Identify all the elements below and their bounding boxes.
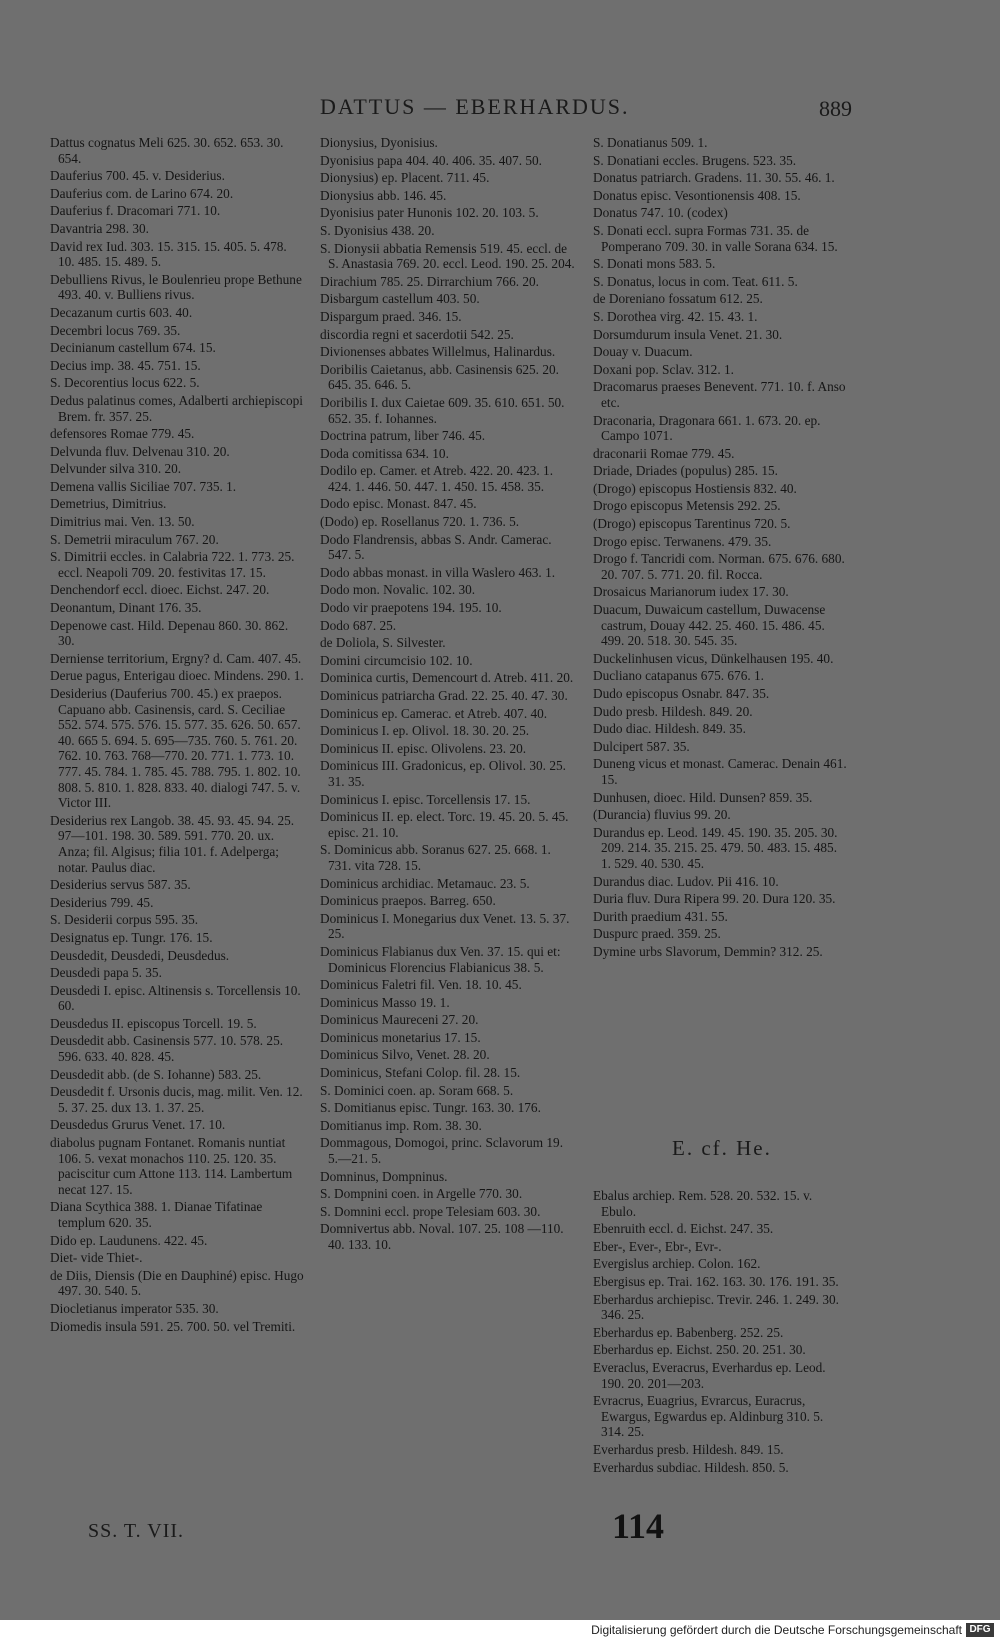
index-entry: Designatus ep. Tungr. 176. 15. <box>50 929 213 945</box>
index-entry: Desiderius rex Langob. 38. 45. 93. 45. 94. 25. 97—101. 198. 30. 589. 591. 770. 20. ux. Anza; fil. Algisus; filia 101. f. Adelperga; notar. Paulus diac. <box>50 812 295 875</box>
index-entry: Donatus 747. 10. (codex) <box>593 205 728 221</box>
index-entry: Ducliano catapanus 675. 676. 1. <box>593 668 764 684</box>
index-entry: Dionysius abb. 146. 45. <box>320 187 447 203</box>
index-entry: Ebenruith eccl. d. Eichst. 247. 35. <box>593 1221 774 1237</box>
index-entry: Diana Scythica 388. 1. Dianae Tifatinae templum 620. 35. <box>50 1199 263 1230</box>
page-header <box>0 90 1000 130</box>
index-entry: Dominicus I. Monegarius dux Venet. 13. 5. 37. 25. <box>320 910 570 942</box>
viewer-footer <box>0 1620 1000 1641</box>
index-entry: Eberhardus ep. Babenberg. 252. 25. <box>593 1324 784 1340</box>
index-entry: de Doliola, S. Silvester. <box>320 635 446 651</box>
index-entry: Domnivertus abb. Noval. 107. 25. 108 —110. 40. 133. 10. <box>320 1221 564 1252</box>
index-entry: Duspurc praed. 359. 25. <box>593 926 721 942</box>
index-entry: Dispargum praed. 346. 15. <box>320 308 462 324</box>
index-entry: Dominicus Flabianus dux Ven. 37. 15. qui et: Dominicus Florencius Flabianicus 38. 5. <box>320 943 561 975</box>
index-entry: Dudo diac. Hildesh. 849. 35. <box>593 721 746 737</box>
index-entry: Dominicus Masso 19. 1. <box>320 994 450 1010</box>
index-column-2 <box>320 135 575 1255</box>
index-entry: Drogo episc. Terwanens. 479. 35. <box>593 533 772 549</box>
index-entry: Evergislus archiep. Colon. 162. <box>593 1256 761 1272</box>
index-entry: Desiderius servus 587. 35. <box>50 877 191 893</box>
index-entry: S. Dominici coen. ap. Soram 668. 5. <box>320 1082 514 1098</box>
index-entry: Ebergisus ep. Trai. 162. 163. 30. 176. 191. 35. <box>593 1273 839 1289</box>
index-entry: S. Dompnini coen. in Argelle 770. 30. <box>320 1186 523 1202</box>
index-entry: (Durancia) fluvius 99. 20. <box>593 807 731 823</box>
index-entry: Dodo Flandrensis, abbas S. Andr. Camerac. 547. 5. <box>320 531 552 563</box>
index-entry: Dommagous, Domogoi, princ. Sclavorum 19. 5.—21. 5. <box>320 1135 564 1167</box>
index-entry: Drogo f. Tancridi com. Norman. 675. 676. 680. 20. 707. 5. 771. 20. fil. Rocca. <box>593 551 845 582</box>
section-e-entries <box>593 1188 848 1477</box>
index-entry: S. Dominicus abb. Soranus 627. 25. 668. 1. 731. vita 728. 15. <box>320 842 551 873</box>
index-entry: Durandus diac. Ludov. Pii 416. 10. <box>593 873 779 889</box>
index-entry: Deusdedit, Deusdedi, Deusdedus. <box>50 947 230 963</box>
signature-mark: SS. T. VII. <box>88 1520 185 1542</box>
index-entry: Dominicus Silvo, Venet. 28. 20. <box>320 1047 490 1063</box>
index-entry: Dominicus ep. Camerac. et Atreb. 407. 40. <box>320 705 548 721</box>
index-entry: S. Dorothea virg. 42. 15. 43. 1. <box>593 308 758 324</box>
index-entry: S. Donati eccl. supra Formas 731. 35. de Pomperano 709. 30. in valle Sorana 634. 15. <box>593 222 838 254</box>
index-entry: S. Donatus, locus in com. Teat. 611. 5. <box>593 273 798 289</box>
index-entry: Demena vallis Siciliae 707. 735. 1. <box>50 478 237 494</box>
index-entry: Deusdedus II. episcopus Torcell. 19. 5. <box>50 1015 257 1031</box>
index-entry: Dominicus patriarcha Grad. 22. 25. 40. 47. 30. <box>320 688 568 703</box>
funding-note: Digitalisierung gefördert durch die Deutsche Forschungsgemeinschaft <box>591 1623 962 1637</box>
index-entry: (Drogo) episcopus Tarentinus 720. 5. <box>593 516 791 532</box>
page-number: 889 <box>819 96 852 121</box>
index-entry: Domitianus imp. Rom. 38. 30. <box>320 1117 482 1133</box>
index-entry: Duacum, Duwaicum castellum, Duwacense castrum, Douay 442. 25. 460. 15. 486. 45. 499. 20. 518. 30. 545. 35. <box>593 602 826 649</box>
index-entry: Dodo episc. Monast. 847. 45. <box>320 496 477 512</box>
index-entry: de Doreniano fossatum 612. 25. <box>593 291 763 307</box>
index-entry: draconarii Romae 779. 45. <box>593 445 735 461</box>
index-entry: Delvunder silva 310. 20. <box>50 461 182 477</box>
index-entry: Dattus cognatus Meli 625. 30. 652. 653. 30. 654. <box>50 135 284 166</box>
index-entry: Dyonisius papa 404. 40. 406. 35. 407. 50. <box>320 152 542 168</box>
index-entry: S. Decorentius locus 622. 5. <box>50 375 200 391</box>
index-entry: Dido ep. Laudunens. 422. 45. <box>50 1232 208 1248</box>
index-entry: Douay v. Duacum. <box>593 344 693 360</box>
index-entry: Depenowe cast. Hild. Depenau 860. 30. 862. 30. <box>50 617 289 649</box>
index-entry: Dominicus praepos. Barreg. 650. <box>320 893 496 909</box>
index-entry: Dominicus III. Gradonicus, ep. Olivol. 30. 25. 31. 35. <box>320 758 566 789</box>
index-entry: Dominicus, Stefani Colop. fil. 28. 15. <box>320 1065 521 1081</box>
index-entry: Draconaria, Dragonara 661. 1. 673. 20. ep. Campo 1071. <box>593 412 821 444</box>
running-title: DATTUS — EBERHARDUS. <box>320 94 630 119</box>
index-entry: Dodo mon. Novalic. 102. 30. <box>320 582 476 598</box>
sheet-number: 114 <box>612 1506 665 1546</box>
index-entry: S. Donati mons 583. 5. <box>593 256 716 272</box>
index-entry: Deusdedi papa 5. 35. <box>50 965 162 981</box>
index-entry: Everhardus presb. Hildesh. 849. 15. <box>593 1441 784 1457</box>
index-entry: Dominicus I. ep. Olivol. 18. 30. 20. 25. <box>320 723 530 739</box>
dfg-logo-icon: DFG <box>966 1623 994 1637</box>
index-entry: Davantria 298. 30. <box>50 220 149 236</box>
index-entry: Deusdedi I. episc. Altinensis s. Torcellensis 10. 60. <box>50 982 301 1014</box>
index-entry: Dauferius 700. 45. v. Desiderius. <box>50 168 225 184</box>
index-entry: Duria fluv. Dura Ripera 99. 20. Dura 120. 35. <box>593 891 836 907</box>
index-entry: Doribilis I. dux Caietae 609. 35. 610. 651. 50. 652. 35. f. Iohannes. <box>320 394 565 426</box>
index-entry: Decembri locus 769. 35. <box>50 322 181 338</box>
index-entry: Disbargum castellum 403. 50. <box>320 291 480 307</box>
index-entry: Durith praedium 431. 55. <box>593 908 728 924</box>
index-entry: de Diis, Diensis (Die en Dauphiné) episc. Hugo 497. 30. 540. 5. <box>50 1267 304 1299</box>
index-entry: Dauferius com. de Larino 674. 20. <box>50 185 234 201</box>
index-entry: Dirachium 785. 25. Dirrarchium 766. 20. <box>320 273 539 289</box>
index-entry: S. Domnini eccl. prope Telesiam 603. 30. <box>320 1203 541 1219</box>
index-entry: (Dodo) ep. Rosellanus 720. 1. 736. 5. <box>320 514 520 530</box>
index-entry: Desiderius 799. 45. <box>50 894 154 910</box>
index-entry: defensores Romae 779. 45. <box>50 426 195 442</box>
index-entry: Derniense territorium, Ergny? d. Cam. 407. 45. <box>50 650 302 666</box>
index-entry: Decius imp. 38. 45. 751. 15. <box>50 357 201 373</box>
index-entry: Decinianum castellum 674. 15. <box>50 340 216 356</box>
index-entry: Dedus palatinus comes, Adalberti archiepiscopi Brem. fr. 357. 25. <box>50 392 303 424</box>
index-entry: Domninus, Dompninus. <box>320 1168 448 1184</box>
index-entry: Divionenses abbates Willelmus, Halinardus. <box>320 344 556 360</box>
index-entry: Dominicus monetarius 17. 15. <box>320 1029 481 1045</box>
index-entry: S. Dionysii abbatia Remensis 519. 45. eccl. de S. Anastasia 769. 20. eccl. Leod. 190. 25. 204. <box>320 240 575 272</box>
index-entry: Eberhardus archiepisc. Trevir. 246. 1. 249. 30. 346. 25. <box>593 1291 839 1323</box>
index-entry: Ebalus archiep. Rem. 528. 20. 532. 15. v. Ebulo. <box>593 1188 813 1219</box>
index-entry: Dudo presb. Hildesh. 849. 20. <box>593 703 753 719</box>
index-entry: Derue pagus, Enterigau dioec. Mindens. 290. 1. <box>50 668 304 684</box>
index-entry: Duneng vicus et monast. Camerac. Denain 461. 15. <box>593 756 847 787</box>
index-entry: Everhardus subdiac. Hildesh. 850. 5. <box>593 1459 789 1475</box>
index-entry: Doctrina patrum, liber 746. 45. <box>320 428 486 444</box>
index-entry: Drogo episcopus Metensis 292. 25. <box>593 498 781 514</box>
index-entry: Driade, Driades (populus) 285. 15. <box>593 463 779 479</box>
index-entry: David rex Iud. 303. 15. 315. 15. 405. 5. 478. 10. 485. 15. 489. 5. <box>50 238 287 270</box>
index-entry: Dauferius f. Dracomari 771. 10. <box>50 203 221 219</box>
index-entry: discordia regni et sacerdotii 542. 25. <box>320 326 514 342</box>
index-entry: Dominicus II. ep. elect. Torc. 19. 45. 20. 5. 45. episc. 21. 10. <box>320 809 569 840</box>
index-entry: Diomedis insula 591. 25. 700. 50. vel Tremiti. <box>50 1318 296 1334</box>
index-entry: Donatus patriarch. Gradens. 11. 30. 55. 46. 1. <box>593 170 835 186</box>
index-entry: Drosaicus Marianorum iudex 17. 30. <box>593 584 789 600</box>
index-entry: S. Desiderii corpus 595. 35. <box>50 912 199 928</box>
index-entry: Dyonisius pater Hunonis 102. 20. 103. 5. <box>320 205 539 221</box>
section-heading-e: E. cf. He. <box>672 1136 772 1160</box>
index-entry: Debulliens Rivus, le Boulenrieu prope Bethune 493. 40. v. Bulliens rivus. <box>50 271 302 303</box>
index-entry: S. Donatianus 509. 1. <box>593 135 708 150</box>
index-entry: S. Domitianus episc. Tungr. 163. 30. 176. <box>320 1100 541 1116</box>
index-entry: Dodo vir praepotens 194. 195. 10. <box>320 600 502 616</box>
index-entry: Diocletianus imperator 535. 30. <box>50 1300 219 1316</box>
index-entry: Donatus episc. Vesontionensis 408. 15. <box>593 187 801 203</box>
index-entry: Deusdedus Grurus Venet. 17. 10. <box>50 1117 226 1133</box>
index-entry: Eber-, Ever-, Ebr-, Evr-. <box>593 1238 722 1254</box>
index-entry: S. Demetrii miraculum 767. 20. <box>50 531 219 547</box>
index-entry: (Drogo) episcopus Hostiensis 832. 40. <box>593 480 797 496</box>
index-entry: S. Dyonisius 438. 20. <box>320 222 435 238</box>
index-entry: Doda comitissa 634. 10. <box>320 445 449 461</box>
index-entry: Dominica curtis, Demencourt d. Atreb. 411. 20. <box>320 670 574 686</box>
index-entry: Dudo episcopus Osnabr. 847. 35. <box>593 686 770 701</box>
index-entry: Denchendorf eccl. dioec. Eichst. 247. 20. <box>50 582 270 598</box>
index-entry: Dodo abbas monast. in villa Waslero 463. 1. <box>320 564 556 580</box>
index-entry: Dionysius) ep. Placent. 711. 45. <box>320 170 490 186</box>
index-entry: S. Donatiani eccles. Brugens. 523. 35. <box>593 152 797 168</box>
index-entry: Duckelinhusen vicus, Dünkelhausen 195. 40. <box>593 650 834 666</box>
index-entry: Everaclus, Everacrus, Everhardus ep. Leod. 190. 20. 201—203. <box>593 1359 826 1391</box>
index-entry: Doxani pop. Sclav. 312. 1. <box>593 361 734 377</box>
index-entry: Dulcipert 587. 35. <box>593 738 690 754</box>
index-entry: Diet- vide Thiet-. <box>50 1250 143 1266</box>
index-entry: Evracrus, Euagrius, Evrarcus, Euracrus, Ewargus, Egwardus ep. Aldinburg 310. 5. 314. 25. <box>593 1393 824 1440</box>
index-entry: Durandus ep. Leod. 149. 45. 190. 35. 205. 30. 209. 214. 35. 215. 25. 479. 50. 483. 15. 485. 1. 529. 40. 530. 45. <box>593 824 838 871</box>
index-entry: Dominicus II. episc. Olivolens. 23. 20. <box>320 740 527 756</box>
index-entry: Domini circumcisio 102. 10. <box>320 652 473 668</box>
index-entry: Deonantum, Dinant 176. 35. <box>50 600 202 616</box>
index-entry: Dominicus Maureceni 27. 20. <box>320 1012 479 1028</box>
index-entry: Dominicus archidiac. Metamauc. 23. 5. <box>320 875 530 891</box>
index-entry: Dorsumdurum insula Venet. 21. 30. <box>593 326 783 342</box>
index-entry: Eberhardus ep. Eichst. 250. 20. 251. 30. <box>593 1342 806 1358</box>
index-entry: diabolus pugnam Fontanet. Romanis nuntiat 106. 5. vexat monachos 110. 25. 120. 35. paciscitur cum Attone 113. 114. Lambertum necat 127. 15. <box>50 1135 293 1197</box>
index-entry: Demetrius, Dimitrius. <box>50 496 167 512</box>
index-entry: Decazanum curtis 603. 40. <box>50 304 193 320</box>
index-entry: Dodo 687. 25. <box>320 617 397 633</box>
index-entry: S. Dimitrii eccles. in Calabria 722. 1. 773. 25. eccl. Neapoli 709. 20. festivitas 17. 15. <box>50 549 295 580</box>
index-entry: Deusdedit abb. (de S. Iohanne) 583. 25. <box>50 1066 262 1082</box>
index-column-3 <box>593 135 848 962</box>
index-entry: Desiderius (Dauferius 700. 45.) ex praepos. Capuano abb. Casinensis, card. S. Ceciliae 552. 574. 575. 576. 15. 577. 35. 626. 50. 657. 40. 665 5. 694. 5. 695—735. 760. 5. 761. 20. 762. 10. 763. 768—770. 20. 771. 1. 773. 10. 777. 45. 784. 1. 785. 45. 788. 795. 1. 802. 10. 808. 5. 810. 1. 828. 833. 40. dialogi 747. 5. v. Victor III. <box>50 686 301 811</box>
index-entry: Deusdedit f. Ursonis ducis, mag. milit. Ven. 12. 5. 37. 25. dux 13. 1. 37. 25. <box>50 1084 303 1115</box>
index-column-1 <box>50 135 306 1336</box>
index-entry: Dunhusen, dioec. Hild. Dunsen? 859. 35. <box>593 789 813 805</box>
index-entry: Doribilis Caietanus, abb. Casinensis 625. 20. 645. 35. 646. 5. <box>320 361 559 393</box>
index-entry: Deusdedit abb. Casinensis 577. 10. 578. 25. 596. 633. 40. 828. 45. <box>50 1033 284 1065</box>
index-entry: Dracomarus praeses Benevent. 771. 10. f. Anso etc. <box>593 379 846 410</box>
index-entry: Dimitrius mai. Ven. 13. 50. <box>50 514 195 530</box>
index-entry: Dominicus I. episc. Torcellensis 17. 15. <box>320 791 531 807</box>
index-entry: Dodilo ep. Camer. et Atreb. 422. 20. 423. 1. 424. 1. 446. 50. 447. 1. 450. 15. 458. 35. <box>320 463 554 494</box>
index-entry: Dionysius, Dyonisius. <box>320 135 438 150</box>
index-entry: Delvunda fluv. Delvenau 310. 20. <box>50 443 230 459</box>
index-entry: Dominicus Faletri fil. Ven. 18. 10. 45. <box>320 977 522 993</box>
index-entry: Dymine urbs Slavorum, Demmin? 312. 25. <box>593 943 823 959</box>
